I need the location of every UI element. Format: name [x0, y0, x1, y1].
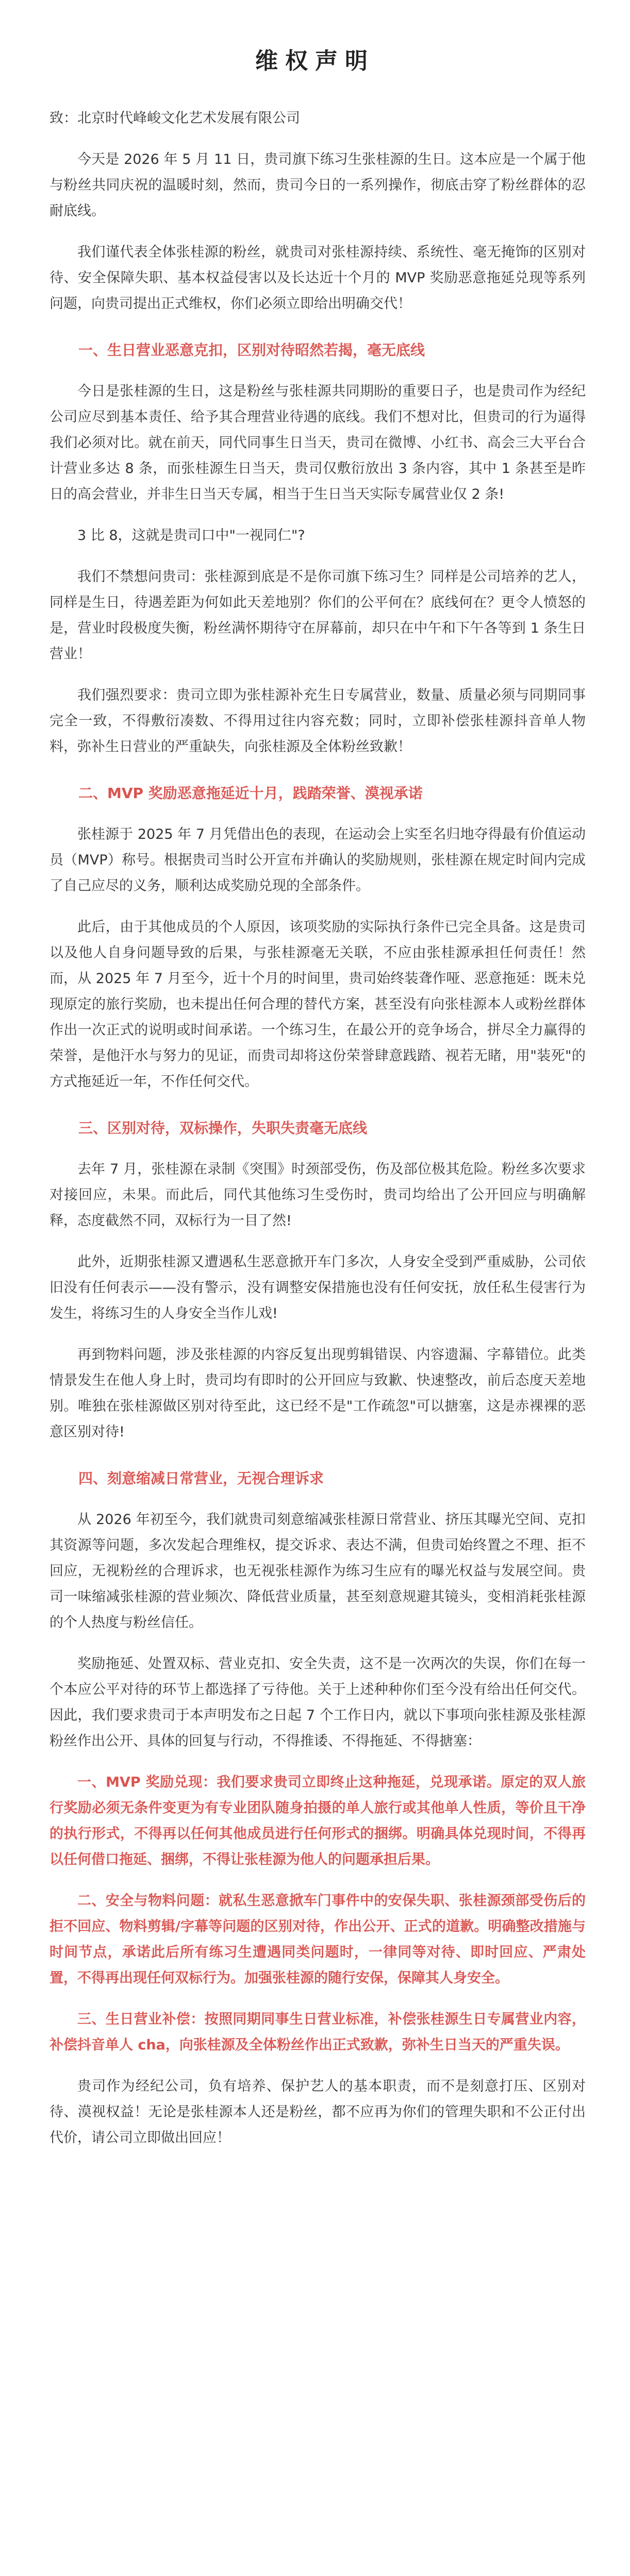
- demands-intro: 奖励拖延、处置双标、营业克扣、安全失责，这不是一次两次的失误，你们在每一个本应公平对待的环节上都选择了亏待他。关于上述种种你们至今没有给出任何交代。因此，我们要求贵司于本声明发布之日起 7 个工作日内，就以下事项向张桂源及张桂源粉丝作出公开、具体的回复与行动，不得推诿、不得拖延、不得搪塞：: [49, 1656, 586, 1749]
- addressee: 致：北京时代峰峻文化艺术发展有限公司: [49, 110, 300, 126]
- demand-item: 一、MVP 奖励兑现：我们要求贵司立即终止这种拖延，兑现承诺。原定的双人旅行奖励必须无条件变更为有专业团队随身拍摄的单人旅行或其他单人性质，等价且干净的执行形式，不得再以任何其他成员进行任何形式的捆绑。明确具体兑现时间，不得再以任何借口拖延、捆绑，不得让张桂源为他人的问题承担后果。: [49, 1774, 586, 1868]
- section-paragraph: 今日是张桂源的生日，这是粉丝与张桂源共同期盼的重要日子，也是贵司作为经纪公司应尽到基本责任、给予其合理营业待遇的底线。我们不想对比，但贵司的行为逼得我们必须对比。就在前天，同代同事生日当天，贵司在微博、小红书、高会三大平台合计营业多达 8 条，而张桂源生日当天，贵司仅敷衍放出 3 条内容，其中 1 条甚至是昨日的高会营业，并非生日当天专属，相当于生日当天实际专属营业仅 2 条!: [49, 383, 586, 502]
- section-paragraph: 再到物料问题，涉及张桂源的内容反复出现剪辑错误、内容遗漏、字幕错位。此类情景发生在他人身上时，贵司均有即时的公开回应与致歉、快速整改，前后态度天差地别。唯独在张桂源做区别对待至此，这已经不是"工作疏忽"可以搪塞，这是赤裸裸的恶意区别对待!: [49, 1347, 586, 1440]
- demand-item: 三、生日营业补偿：按照同期同事生日营业标准，补偿张桂源生日专属营业内容，补偿抖音单人 cha，向张桂源及全体粉丝作出正式致歉，弥补生日当天的严重失误。: [49, 2011, 586, 2053]
- section-paragraph: 此后，由于其他成员的个人原因，该项奖励的实际执行条件已完全具备。这是贵司以及他人自身问题导致的后果，与张桂源毫无关联，不应由张桂源承担任何责任！然而，从 2025 年 7 月至今，近十个月的时间里，贵司始终装聋作哑、恶意拖延：既未兑现原定的旅行奖励，也未提出任何合理的替代方案，甚至没有向张桂源本人或粉丝群体作出一次正式的说明或时间承诺。一个练习生，在最公开的竞争场合，拼尽全力赢得的荣誉，是他汗水与努力的见证，而贵司却将这份荣誉肆意践踏、视若无睹，用"装死"的方式拖延近一年，不作任何交代。: [49, 919, 586, 1090]
- section-paragraph: 张桂源于 2025 年 7 月凭借出色的表现，在运动会上实至名归地夺得最有价值运动员（MVP）称号。根据贵司当时公开宣布并确认的奖励规则，张桂源在规定时间内完成了自己应尽的义务，顺利达成奖励兑现的全部条件。: [49, 826, 586, 894]
- section-heading: 一、生日营业恶意克扣，区别对待昭然若揭，毫无底线: [78, 342, 425, 359]
- closing-paragraph: 贵司作为经纪公司，负有培养、保护艺人的基本职责，而不是刻意打压、区别对待、漠视权益！无论是张桂源本人还是粉丝，都不应再为你们的管理失职和不公正付出代价，请公司立即做出回应！: [49, 2078, 586, 2146]
- document-body: [49, 106, 586, 2166]
- section-paragraph: 我们不禁想问贵司：张桂源到底是不是你司旗下练习生？同样是公司培养的艺人，同样是生日，待遇差距为何如此天差地别？你们的公平何在？底线何在？更令人愤怒的是，营业时段极度失衡，粉丝满怀期待守在屏幕前，却只在中午和下午各等到 1 条生日营业！: [49, 569, 586, 662]
- intro-paragraph: 我们谨代表全体张桂源的粉丝，就贵司对张桂源持续、系统性、毫无掩饰的区别对待、安全保障失职、基本权益侵害以及长达近十个月的 MVP 奖励恶意拖延兑现等系列问题，向贵司提出正式维权，你们必须立即给出明确交代！: [49, 244, 586, 312]
- demand-item: 二、安全与物料问题：就私生恶意掀车门事件中的安保失职、张桂源颈部受伤后的拒不回应、物料剪辑/字幕等问题的区别对待，作出公开、正式的道歉。明确整改措施与时间节点，承诺此后所有练习生遭遇同类问题时，一律同等对待、即时回应、严肃处置，不得再出现任何双标行为。加强张桂源的随行安保，保障其人身安全。: [49, 1893, 586, 1986]
- section-paragraph: 3 比 8，这就是贵司口中"一视同仁"?: [77, 528, 305, 544]
- section-paragraph: 去年 7 月，张桂源在录制《突围》时颈部受伤，伤及部位极其危险。粉丝多次要求对接回应，未果。而此后，同代其他练习生受伤时，贵司均给出了公开回应与明确解释，态度截然不同，双标行为一目了然!: [49, 1161, 586, 1229]
- section-heading: 四、刻意缩减日常营业，无视合理诉求: [78, 1470, 324, 1487]
- section-paragraph: 从 2026 年初至今，我们就贵司刻意缩减张桂源日常营业、挤压其曝光空间、克扣其资源等问题，多次发起合理维权，提交诉求、表达不满，但贵司始终置之不理、拒不回应，无视粉丝的合理诉求，也无视张桂源作为练习生应有的曝光权益与发展空间。贵司一味缩减张桂源的营业频次、降低营业质量，甚至刻意规避其镜头，变相消耗张桂源的个人热度与粉丝信任。: [49, 1512, 586, 1631]
- section-heading: 三、区别对待，双标操作，失职失责毫无底线: [78, 1120, 368, 1137]
- section-heading: 二、MVP 奖励恶意拖延近十月，践踏荣誉、漠视承诺: [78, 785, 423, 802]
- intro-paragraph: 今天是 2026 年 5 月 11 日，贵司旗下练习生张桂源的生日。这本应是一个属于他与粉丝共同庆祝的温暖时刻，然而，贵司今日的一系列操作，彻底击穿了粉丝群体的忍耐底线。: [49, 151, 586, 219]
- document-title: 维权声明: [255, 48, 375, 74]
- section-paragraph: 我们强烈要求：贵司立即为张桂源补充生日专属营业，数量、质量必须与同期同事完全一致，不得敷衍凑数、不得用过往内容充数；同时，立即补偿张桂源抖音单人物料，弥补生日营业的严重缺失，向张桂源及全体粉丝致歉！: [49, 687, 586, 755]
- section-paragraph: 此外，近期张桂源又遭遇私生恶意掀开车门多次，人身安全受到严重威胁，公司依旧没有任何表示——没有警示，没有调整安保措施也没有任何安抚，放任私生侵害行为发生，将练习生的人身安全当作儿戏!: [49, 1254, 586, 1321]
